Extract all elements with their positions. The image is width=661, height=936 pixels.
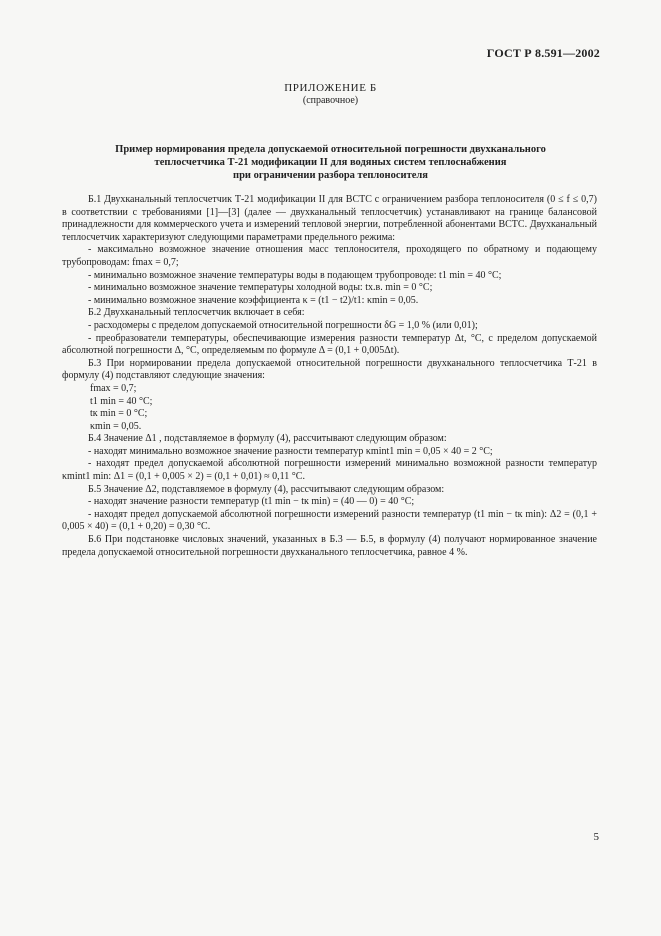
value-item: fmax = 0,7;	[90, 382, 137, 394]
value-item: tк min = 0 °C;	[90, 408, 148, 420]
paragraph-b3: Б.3 При нормировании предела допускаемой относительной погрешности двухканального теплосчетчика Т-21 в формулу (4) подставляют следующие значения:	[62, 357, 597, 382]
list-item: - расходомеры с пределом допускаемой относительной погрешности δG = 1,0 % (или 0,01);	[88, 319, 478, 331]
value-item: t1 min = 40 °C;	[90, 395, 153, 407]
heading-line-1: Пример нормирования предела допускаемой относительной погрешности двухканального	[115, 144, 546, 155]
list-item: - находят значение разности температур (t1 min − tк min) = (40 — 0) = 40 °C;	[88, 496, 415, 508]
paragraph-b6: Б.6 При подстановке числовых значений, указанных в Б.3 — Б.5, в формулу (4) получают нормированное значение предела допускаемой относительной погрешности двухканального теплосчетчика, равное 4 %.	[62, 534, 597, 558]
list-item: - находят предел допускаемой абсолютной погрешности измерений разности температур (t1 min − tк min): Δ2 = (0,1 + 0,005 × 40) = (0,1 + 0,20) = 0,30 °C.	[62, 508, 597, 533]
list-item: - минимально возможное значение температуры воды в подающем трубопроводе: t1 min = 40 °C;	[88, 269, 502, 281]
paragraph-b1: Б.1 Двухканальный теплосчетчик Т-21 модификации II для ВСТС с ограничением разбора теплоносителя (0 ≤ f ≤ 0,7) в соответствии с требованиями [1]—[3] (далее — двухканальный теплосчетчик) устанавливают на границе балансовой принадлежности для коммерческого учета и измерений тепловой энергии, потребленной абонентами ВСТС. Двухканальный теплосчетчик характеризуют следующими параметрами предельного режима:	[62, 194, 597, 243]
list-item: - находят минимально возможное значение разности температур κmint1 min = 0,05 × 40 = 2 °C;	[88, 445, 493, 457]
appendix-title: ПРИЛОЖЕНИЕ Б	[284, 82, 377, 94]
list-item: - преобразователи температуры, обеспечивающие измерения разности температур Δt, °C, с пределом допускаемой абсолютной погрешности Δ, °C, определяемым по формуле Δ = (0,1 + 0,005Δt).	[62, 332, 597, 357]
paragraph-b5: Б.5 Значение Δ2, подставляемое в формулу (4), рассчитывают следующим образом:	[88, 483, 445, 495]
value-list	[62, 383, 597, 433]
document-body	[62, 194, 597, 559]
list-item: - минимально возможное значение коэффициента κ = (t1 − t2)/t1: κmin = 0,05.	[88, 294, 419, 306]
list-item: - находят предел допускаемой абсолютной погрешности измерений минимально возможной разности температур κmint1 min: Δ1 = (0,1 + 0,005 × 2) = (0,1 + 0,01) ≈ 0,11 °C.	[62, 458, 597, 483]
heading-line-2: теплосчетчика Т-21 модификации II для водяных систем теплоснабжения	[154, 157, 507, 168]
value-item: κmin = 0,05.	[90, 420, 142, 432]
list-item: - максимально возможное значение отношения масс теплоносителя, проходящего по обратному и подающему трубопроводам: fmax = 0,7;	[62, 244, 597, 268]
paragraph-b2: Б.2 Двухканальный теплосчетчик включает в себя:	[88, 307, 305, 319]
standard-code: ГОСТ Р 8.591—2002	[486, 46, 600, 60]
appendix-header	[0, 82, 661, 106]
section-heading	[64, 143, 597, 182]
paragraph-b4: Б.4 Значение Δ1 , подставляемое в формулу (4), рассчитывают следующим образом:	[88, 433, 447, 445]
page-number: 5	[593, 831, 599, 843]
heading-line-3: при ограничении разбора теплоносителя	[233, 170, 428, 181]
list-item: - минимально возможное значение температуры холодной воды: tх.в. min = 0 °C;	[88, 282, 433, 294]
appendix-subtitle: (справочное)	[302, 95, 359, 106]
